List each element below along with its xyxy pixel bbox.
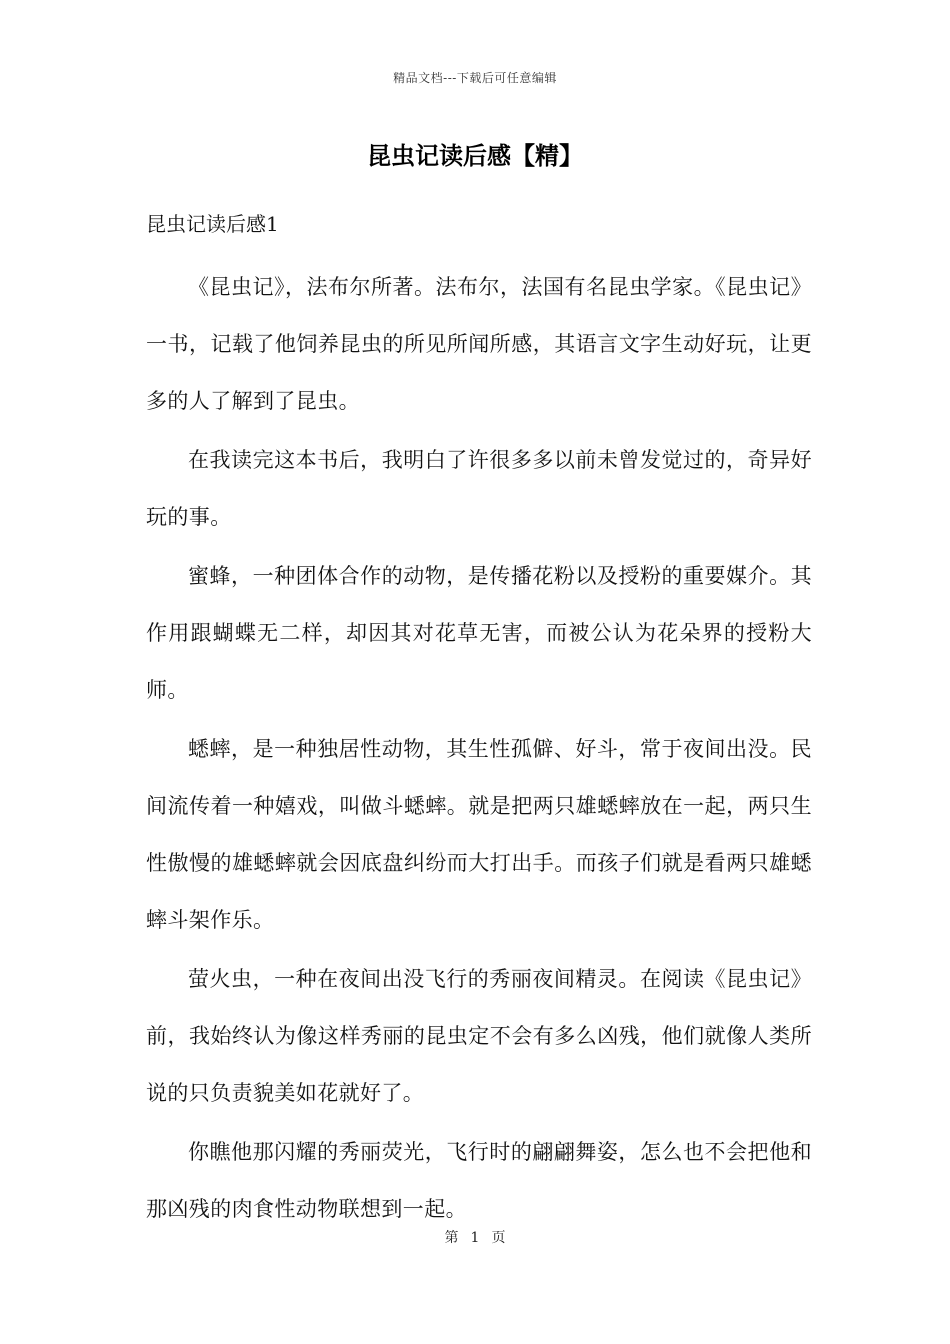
page-number-value: 1 xyxy=(470,1230,480,1246)
page-number-suffix: 页 xyxy=(491,1230,506,1246)
page-number-prefix: 第 xyxy=(444,1230,459,1246)
paragraph: 蜜蜂，一种团体合作的动物，是传播花粉以及授粉的重要媒介。其作用跟蝴蝶无二样，却因其对花草无害，而被公认为花朵界的授粉大师。 xyxy=(146,564,812,702)
paragraph: 《昆虫记》，法布尔所著。法布尔，法国有名昆虫学家。《昆虫记》一书，记载了他饲养昆虫的所见所闻所感，其语言文字生动好玩，让更多的人了解到了昆虫。 xyxy=(146,275,812,413)
paragraph: 你瞧他那闪耀的秀丽荧光，飞行时的翩翩舞姿，怎么也不会把他和那凶残的肉食性动物联想到一起。 xyxy=(146,1140,812,1221)
paragraph: 萤火虫，一种在夜间出没飞行的秀丽夜间精灵。在阅读《昆虫记》前，我始终认为像这样秀丽的昆虫定不会有多么凶残，他们就像人类所说的只负责貌美如花就好了。 xyxy=(146,967,812,1105)
paragraph: 在我读完这本书后，我明白了许很多多以前未曾发觉过的，奇异好玩的事。 xyxy=(146,448,812,529)
body-text xyxy=(146,259,812,1240)
section-heading: 昆虫记读后感1 xyxy=(146,212,279,236)
page-number xyxy=(0,1227,950,1247)
document-title: 昆虫记读后感【精】 xyxy=(367,141,583,170)
paragraph: 蟋蟀，是一种独居性动物，其生性孤僻、好斗，常于夜间出没。民间流传着一种嬉戏，叫做斗蟋蟀。就是把两只雄蟋蟀放在一起，两只生性傲慢的雄蟋蟀就会因底盘纠纷而大打出手。而孩子们就是看两只雄蟋蟀斗架作乐。 xyxy=(146,737,812,932)
header-note: 精品文档---下载后可任意编辑 xyxy=(393,71,557,85)
